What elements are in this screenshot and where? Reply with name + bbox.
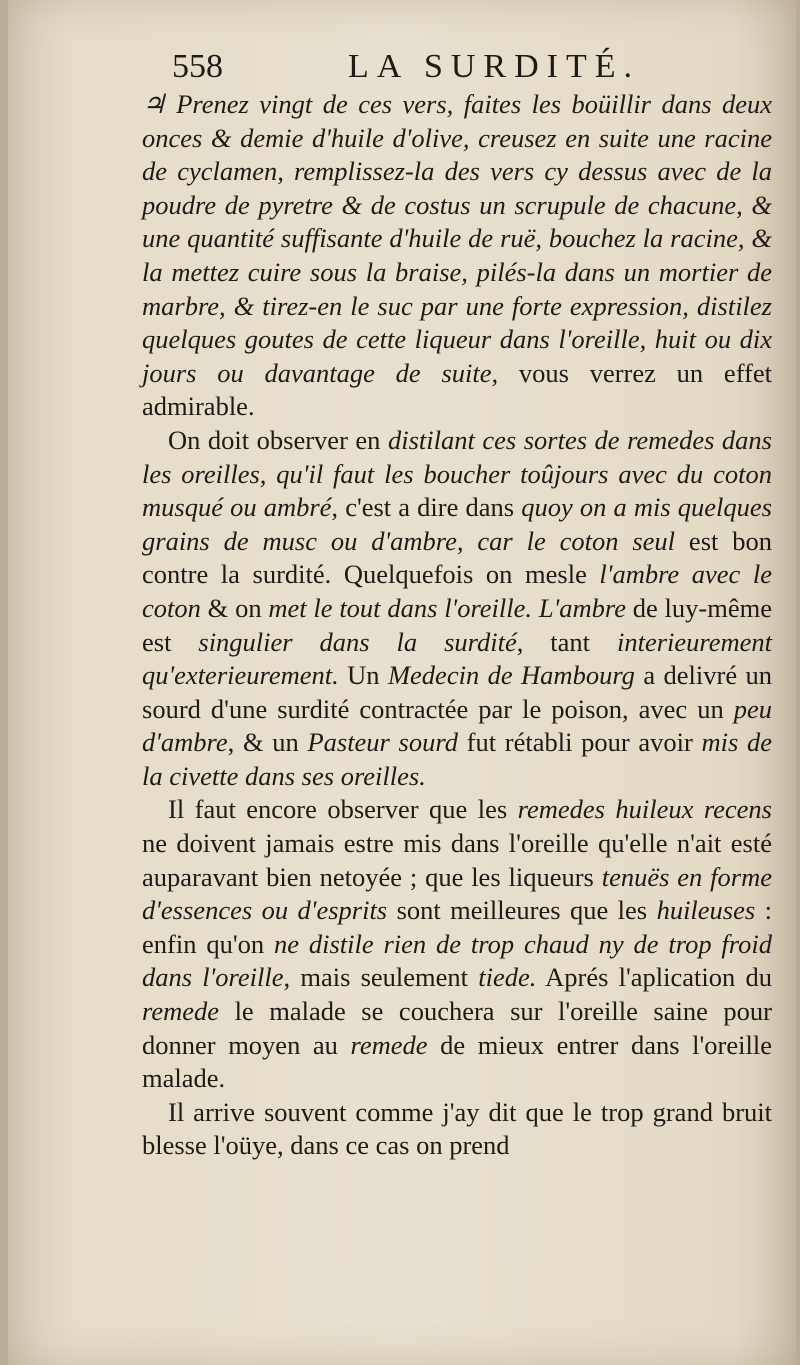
italic-text-segment: quoy on a mis quelques grains de musc ou d'ambre, car le coton seul xyxy=(142,492,772,556)
italic-text-segment: met le tout dans l'oreille. L'ambre xyxy=(268,592,626,623)
paragraph xyxy=(142,88,772,424)
text-segment: , & un xyxy=(227,727,308,758)
italic-text-segment: Pasteur sourd xyxy=(307,727,458,758)
text-segment: est bon contre la surdité. Quelquefois on mesle xyxy=(142,525,772,590)
text-segment: , tant xyxy=(516,626,617,657)
italic-text-segment: mis de la civette dans ses oreilles. xyxy=(142,727,772,791)
italic-text-segment: remede xyxy=(350,1029,428,1060)
italic-text-segment: huileuses xyxy=(656,895,756,926)
text-segment: Aprés l'aplication du xyxy=(536,962,772,993)
text-segment: On doit observer en xyxy=(168,424,388,455)
text-segment: Il arrive souvent comme j'ay dit que le trop grand bruit blesse l'oüye, dans ce cas on prend xyxy=(142,1096,772,1161)
text-segment: a delivré un sourd d'une surdité contractée par le poison, avec un xyxy=(142,660,773,724)
italic-text-segment: distilant ces sortes de remedes dans les oreilles, qu'il faut les boucher toûjours avec du coton musqué ou ambré, xyxy=(142,424,772,523)
running-title: LA SURDITÉ. xyxy=(348,48,640,85)
text-segment: c'est a dire dans xyxy=(338,492,522,523)
text-segment: sont meilleures que les xyxy=(387,895,657,926)
italic-text-segment: l'ambre avec le coton xyxy=(142,559,773,623)
text-segment: Il faut encore observer que les xyxy=(168,794,518,825)
italic-text-segment: singulier dans la surdité xyxy=(198,626,517,657)
italic-text-segment: peu d'ambre xyxy=(142,693,772,758)
italic-text-segment: ♃ Prenez vingt de ces vers, faites les boüillir dans deux onces & demie d'huile d'olive, creusez en suite une racine de cyclamen, remplissez-la des vers cy dessus avec de la poudre de pyretre & de costus un scrupule de chacune, & une quantité suffisante d'huile de ruë, bouchez la racine, & la mettez cuire sous la braise, pilés-la dans un mortier de marbre, & tirez-en le suc par une forte expression, distilez quelques goutes de cette liqueur dans l'oreille, huit ou dix jours ou davantage de suite, xyxy=(142,89,772,388)
book-page xyxy=(8,0,796,1365)
text-segment: de luy-même est xyxy=(142,592,772,657)
paragraph xyxy=(142,793,772,1095)
text-segment: ne doivent jamais estre mis dans l'oreille qu'elle n'ait esté auparavant bien netoyée ; que les liqueurs xyxy=(142,828,772,892)
body-text xyxy=(142,88,772,1163)
italic-text-segment: remedes huileux recens xyxy=(517,794,772,825)
italic-text-segment: tenuës en forme d'essences ou d'esprits xyxy=(142,861,772,926)
text-segment: Un xyxy=(338,660,388,691)
italic-text-segment: tiede. xyxy=(478,962,537,993)
page-number: 558 xyxy=(172,48,223,85)
text-segment: de mieux entrer dans l'oreille malade. xyxy=(142,1029,772,1094)
italic-text-segment: Medecin de Hambourg xyxy=(387,660,635,691)
text-segment: le malade se couchera sur l'oreille saine pour donner moyen au xyxy=(142,996,772,1060)
text-segment: , mais seulement xyxy=(283,962,479,993)
italic-text-segment: ne distile rien de trop chaud ny de trop froid dans l'oreille xyxy=(142,928,772,993)
paragraph xyxy=(142,1096,772,1163)
italic-text-segment: interieurement qu'exterieurement. xyxy=(142,626,772,691)
text-segment: fut rétabli pour avoir xyxy=(457,727,702,758)
running-header xyxy=(172,48,642,88)
paragraph xyxy=(142,424,772,794)
text-segment: vous verrez un effet admirable. xyxy=(142,357,772,422)
italic-text-segment: remede xyxy=(142,996,220,1027)
text-segment: : enfin qu'on xyxy=(142,895,772,959)
text-segment: & on xyxy=(200,592,269,623)
